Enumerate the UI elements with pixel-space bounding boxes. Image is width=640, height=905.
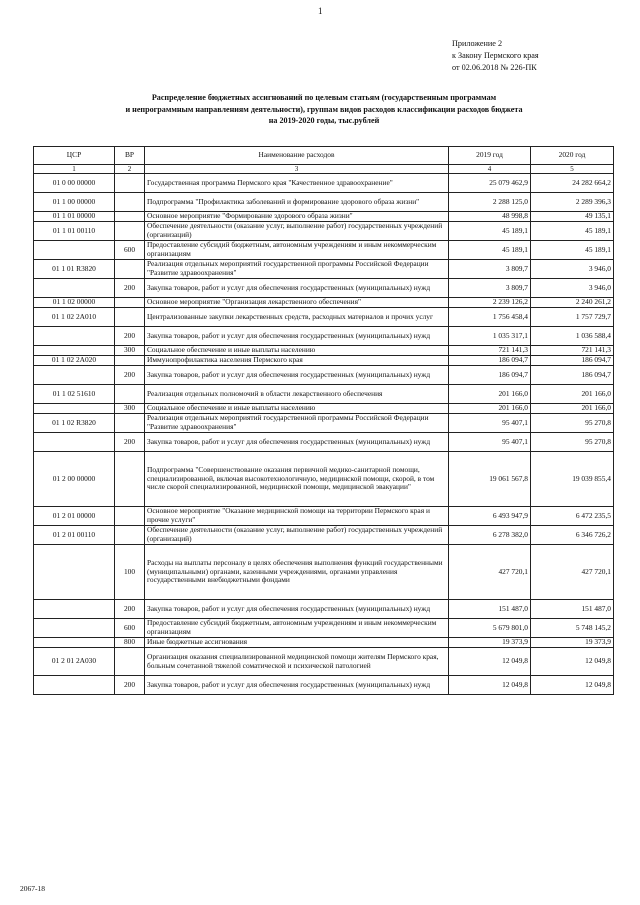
row-csr-code: 01 0 00 00000 bbox=[34, 174, 115, 193]
row-csr-code bbox=[34, 638, 115, 648]
row-amount-2019: 2 288 125,0 bbox=[449, 193, 531, 212]
row-vr-code bbox=[115, 414, 145, 433]
row-csr-code: 01 1 02 2А020 bbox=[34, 356, 115, 366]
row-amount-2020: 201 166,0 bbox=[531, 404, 614, 414]
table-row bbox=[34, 346, 614, 356]
row-vr-code bbox=[115, 526, 145, 545]
table-row bbox=[34, 241, 614, 260]
table-row bbox=[34, 507, 614, 526]
row-amount-2019: 95 407,1 bbox=[449, 414, 531, 433]
row-amount-2019: 95 407,1 bbox=[449, 433, 531, 452]
row-expense-name: Основное мероприятие "Организация лекарственного обеспечения" bbox=[145, 298, 449, 308]
header-2020: 2020 год bbox=[531, 147, 614, 165]
row-csr-code: 01 1 02 00000 bbox=[34, 298, 115, 308]
row-csr-code bbox=[34, 619, 115, 638]
row-csr-code: 01 2 01 2А030 bbox=[34, 648, 115, 676]
table-row bbox=[34, 356, 614, 366]
row-vr-code bbox=[115, 648, 145, 676]
row-amount-2019: 19 373,9 bbox=[449, 638, 531, 648]
row-amount-2020: 19 373,9 bbox=[531, 638, 614, 648]
row-vr-code bbox=[115, 452, 145, 507]
table-row bbox=[34, 648, 614, 676]
row-amount-2020: 95 270,8 bbox=[531, 414, 614, 433]
row-expense-name: Предоставление субсидий бюджетным, автономным учреждениям и иным некоммерческим организациям bbox=[145, 241, 449, 260]
row-amount-2019: 6 278 382,0 bbox=[449, 526, 531, 545]
row-expense-name: Государственная программа Пермского края "Качественное здравоохранение" bbox=[145, 174, 449, 193]
row-expense-name: Реализация отдельных мероприятий государственной программы Российской Федерации "Развитие здравоохранения" bbox=[145, 260, 449, 279]
row-vr-code bbox=[115, 212, 145, 222]
row-csr-code bbox=[34, 433, 115, 452]
table-row bbox=[34, 414, 614, 433]
table-row bbox=[34, 526, 614, 545]
row-amount-2020: 49 135,1 bbox=[531, 212, 614, 222]
row-vr-code bbox=[115, 298, 145, 308]
row-amount-2019: 5 679 801,0 bbox=[449, 619, 531, 638]
row-amount-2019: 721 141,3 bbox=[449, 346, 531, 356]
row-vr-code bbox=[115, 174, 145, 193]
table-row bbox=[34, 222, 614, 241]
row-amount-2019: 186 094,7 bbox=[449, 356, 531, 366]
row-vr-code bbox=[115, 356, 145, 366]
row-amount-2019: 25 079 462,9 bbox=[449, 174, 531, 193]
row-csr-code bbox=[34, 404, 115, 414]
row-amount-2020: 201 166,0 bbox=[531, 385, 614, 404]
row-amount-2020: 1 757 729,7 bbox=[531, 308, 614, 327]
row-amount-2019: 12 049,8 bbox=[449, 676, 531, 695]
row-vr-code bbox=[115, 193, 145, 212]
row-expense-name: Обеспечение деятельности (оказание услуг, выполнение работ) государственных учреждений (организаций) bbox=[145, 222, 449, 241]
row-vr-code bbox=[115, 222, 145, 241]
row-expense-name: Организация оказания специализированной медицинской помощи жителям Пермского края, больным сочетанной тяжелой соматической и психической патологией bbox=[145, 648, 449, 676]
row-csr-code: 01 1 02 R3820 bbox=[34, 414, 115, 433]
footer-code: 2067-18 bbox=[20, 884, 45, 893]
row-expense-name: Иммунопрофилактика населения Пермского края bbox=[145, 356, 449, 366]
row-amount-2019: 201 166,0 bbox=[449, 385, 531, 404]
row-csr-code: 01 1 01 00000 bbox=[34, 212, 115, 222]
row-amount-2020: 186 094,7 bbox=[531, 366, 614, 385]
row-vr-code: 600 bbox=[115, 619, 145, 638]
table-row bbox=[34, 174, 614, 193]
table-row bbox=[34, 676, 614, 695]
appendix-line: Приложение 2 bbox=[452, 39, 503, 48]
table-row bbox=[34, 404, 614, 414]
page-number: 1 bbox=[318, 6, 323, 16]
appendix-line: от 02.06.2018 № 226-ПК bbox=[452, 63, 537, 72]
row-csr-code bbox=[34, 241, 115, 260]
row-vr-code bbox=[115, 507, 145, 526]
row-csr-code: 01 1 02 51610 bbox=[34, 385, 115, 404]
row-expense-name: Иные бюджетные ассигнования bbox=[145, 638, 449, 648]
row-expense-name: Централизованные закупки лекарственных средств, расходных материалов и прочих услуг bbox=[145, 308, 449, 327]
row-amount-2019: 19 061 567,8 bbox=[449, 452, 531, 507]
row-amount-2020: 5 748 145,2 bbox=[531, 619, 614, 638]
row-vr-code: 200 bbox=[115, 366, 145, 385]
row-expense-name: Закупка товаров, работ и услуг для обеспечения государственных (муниципальных) нужд bbox=[145, 676, 449, 695]
row-amount-2020: 95 270,8 bbox=[531, 433, 614, 452]
row-amount-2019: 45 189,1 bbox=[449, 241, 531, 260]
row-vr-code: 300 bbox=[115, 404, 145, 414]
row-amount-2020: 2 289 396,3 bbox=[531, 193, 614, 212]
row-csr-code bbox=[34, 545, 115, 600]
row-vr-code bbox=[115, 308, 145, 327]
row-csr-code bbox=[34, 279, 115, 298]
row-vr-code: 300 bbox=[115, 346, 145, 356]
row-amount-2020: 721 141,3 bbox=[531, 346, 614, 356]
row-expense-name: Расходы на выплаты персоналу в целях обеспечения выполнения функций государственными (муниципальными) органами, казенными учреждениями, органами управления государственными внебюджетными фондами bbox=[145, 545, 449, 600]
table-row bbox=[34, 545, 614, 600]
row-amount-2019: 1 756 458,4 bbox=[449, 308, 531, 327]
row-amount-2019: 151 487,0 bbox=[449, 600, 531, 619]
row-csr-code bbox=[34, 346, 115, 356]
column-number: 3 bbox=[145, 165, 449, 174]
row-amount-2019: 201 166,0 bbox=[449, 404, 531, 414]
row-vr-code: 200 bbox=[115, 433, 145, 452]
table-row bbox=[34, 212, 614, 222]
row-amount-2020: 6 346 726,2 bbox=[531, 526, 614, 545]
table-row bbox=[34, 260, 614, 279]
row-csr-code: 01 1 01 R3820 bbox=[34, 260, 115, 279]
row-expense-name: Закупка товаров, работ и услуг для обеспечения государственных (муниципальных) нужд bbox=[145, 600, 449, 619]
row-vr-code: 200 bbox=[115, 327, 145, 346]
table-row bbox=[34, 600, 614, 619]
row-expense-name: Реализация отдельных полномочий в области лекарственного обеспечения bbox=[145, 385, 449, 404]
row-expense-name: Закупка товаров, работ и услуг для обеспечения государственных (муниципальных) нужд bbox=[145, 433, 449, 452]
row-amount-2020: 1 036 588,4 bbox=[531, 327, 614, 346]
row-amount-2019: 1 035 317,1 bbox=[449, 327, 531, 346]
column-number: 5 bbox=[531, 165, 614, 174]
row-csr-code: 01 1 01 00110 bbox=[34, 222, 115, 241]
table-row bbox=[34, 298, 614, 308]
row-amount-2019: 45 189,1 bbox=[449, 222, 531, 241]
column-number-row bbox=[34, 165, 614, 174]
row-csr-code: 01 2 01 00000 bbox=[34, 507, 115, 526]
row-csr-code bbox=[34, 600, 115, 619]
table-row bbox=[34, 619, 614, 638]
row-vr-code bbox=[115, 260, 145, 279]
row-expense-name: Закупка товаров, работ и услуг для обеспечения государственных (муниципальных) нужд bbox=[145, 327, 449, 346]
row-vr-code: 200 bbox=[115, 600, 145, 619]
row-csr-code bbox=[34, 676, 115, 695]
row-expense-name: Подпрограмма "Профилактика заболеваний и формирование здорового образа жизни" bbox=[145, 193, 449, 212]
header-name: Наименование расходов bbox=[145, 147, 449, 165]
row-amount-2019: 427 720,1 bbox=[449, 545, 531, 600]
row-vr-code: 600 bbox=[115, 241, 145, 260]
row-amount-2019: 12 049,8 bbox=[449, 648, 531, 676]
row-vr-code: 100 bbox=[115, 545, 145, 600]
row-vr-code: 800 bbox=[115, 638, 145, 648]
row-amount-2020: 24 282 664,2 bbox=[531, 174, 614, 193]
title-line: и непрограммным направлениям деятельности), группам видов расходов классификации расходов бюджета bbox=[125, 104, 523, 114]
table-row bbox=[34, 366, 614, 385]
row-amount-2019: 3 809,7 bbox=[449, 260, 531, 279]
row-amount-2019: 3 809,7 bbox=[449, 279, 531, 298]
table-row bbox=[34, 327, 614, 346]
row-amount-2019: 6 493 947,9 bbox=[449, 507, 531, 526]
row-csr-code: 01 2 00 00000 bbox=[34, 452, 115, 507]
row-vr-code: 200 bbox=[115, 676, 145, 695]
table-row bbox=[34, 385, 614, 404]
row-amount-2020: 19 039 855,4 bbox=[531, 452, 614, 507]
row-expense-name: Подпрограмма "Совершенствование оказания первичной медико-санитарной помощи, специализированной, включая высокотехнологичную, медицинской помощи, скорой, в том числе скорой специализированной, медицинской помощи, медицинской эвакуации" bbox=[145, 452, 449, 507]
row-amount-2020: 427 720,1 bbox=[531, 545, 614, 600]
title-line: на 2019-2020 годы, тыс.рублей bbox=[268, 116, 380, 125]
table-row bbox=[34, 279, 614, 298]
column-number: 1 bbox=[34, 165, 115, 174]
row-csr-code: 01 1 00 00000 bbox=[34, 193, 115, 212]
table-row bbox=[34, 308, 614, 327]
row-amount-2020: 45 189,1 bbox=[531, 241, 614, 260]
column-number: 4 bbox=[449, 165, 531, 174]
row-expense-name: Основное мероприятие "Оказание медицинской помощи на территории Пермского края и прочие услуги" bbox=[145, 507, 449, 526]
row-amount-2019: 48 998,8 bbox=[449, 212, 531, 222]
row-expense-name: Обеспечение деятельности (оказание услуг, выполнение работ) государственных учреждений (организаций) bbox=[145, 526, 449, 545]
row-expense-name: Основное мероприятие "Формирование здорового образа жизни" bbox=[145, 212, 449, 222]
header-vr: ВР bbox=[115, 147, 145, 165]
row-amount-2020: 6 472 235,5 bbox=[531, 507, 614, 526]
row-amount-2020: 2 240 261,2 bbox=[531, 298, 614, 308]
row-expense-name: Закупка товаров, работ и услуг для обеспечения государственных (муниципальных) нужд bbox=[145, 279, 449, 298]
budget-table-body bbox=[34, 174, 614, 695]
row-amount-2020: 12 049,8 bbox=[531, 676, 614, 695]
row-csr-code: 01 1 02 2А010 bbox=[34, 308, 115, 327]
appendix-line: к Закону Пермского края bbox=[452, 51, 539, 60]
row-expense-name: Закупка товаров, работ и услуг для обеспечения государственных (муниципальных) нужд bbox=[145, 366, 449, 385]
column-number: 2 bbox=[115, 165, 145, 174]
table-row bbox=[34, 452, 614, 507]
row-vr-code bbox=[115, 385, 145, 404]
row-amount-2019: 186 094,7 bbox=[449, 366, 531, 385]
row-csr-code: 01 2 01 00110 bbox=[34, 526, 115, 545]
row-amount-2019: 2 239 126,2 bbox=[449, 298, 531, 308]
row-amount-2020: 3 946,0 bbox=[531, 279, 614, 298]
row-expense-name: Социальное обеспечение и иные выплаты населению bbox=[145, 346, 449, 356]
header-csr: ЦСР bbox=[34, 147, 115, 165]
title-line: Распределение бюджетных ассигнований по целевым статьям (государственным программам bbox=[151, 93, 497, 102]
header-row bbox=[34, 147, 614, 165]
table-row bbox=[34, 433, 614, 452]
row-amount-2020: 3 946,0 bbox=[531, 260, 614, 279]
row-amount-2020: 45 189,1 bbox=[531, 222, 614, 241]
document-title bbox=[60, 92, 588, 127]
row-expense-name: Реализация отдельных мероприятий государственной программы Российской Федерации "Развитие здравоохранения" bbox=[145, 414, 449, 433]
row-expense-name: Предоставление субсидий бюджетным, автономным учреждениям и иным некоммерческим организациям bbox=[145, 619, 449, 638]
row-amount-2020: 12 049,8 bbox=[531, 648, 614, 676]
table-row bbox=[34, 638, 614, 648]
row-vr-code: 200 bbox=[115, 279, 145, 298]
table-row bbox=[34, 193, 614, 212]
budget-table bbox=[33, 146, 614, 695]
row-csr-code bbox=[34, 327, 115, 346]
row-expense-name: Социальное обеспечение и иные выплаты населению bbox=[145, 404, 449, 414]
header-2019: 2019 год bbox=[449, 147, 531, 165]
row-csr-code bbox=[34, 366, 115, 385]
row-amount-2020: 151 487,0 bbox=[531, 600, 614, 619]
appendix-note bbox=[452, 38, 539, 74]
row-amount-2020: 186 094,7 bbox=[531, 356, 614, 366]
